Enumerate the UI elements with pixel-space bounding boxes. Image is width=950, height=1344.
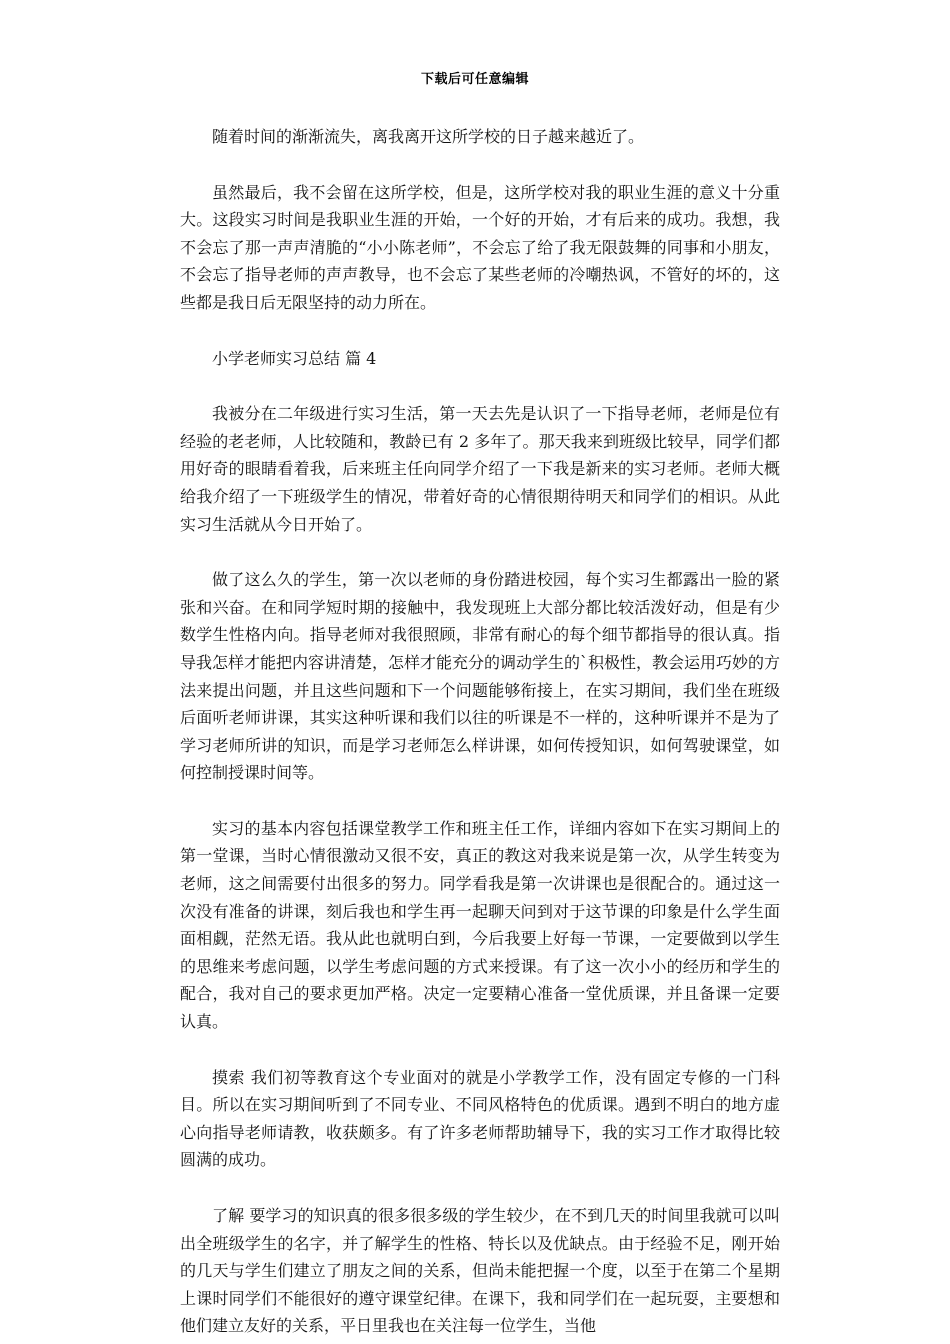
- page-header: 下载后可任意编辑: [420, 72, 529, 87]
- section-heading: 小学老师实习总结 篇 4: [212, 348, 377, 368]
- paragraph: 实习的基本内容包括课堂教学工作和班主任工作，详细内容如下在实习期间上的第一堂课，当时心情很激动又很不安，真正的教这对我来说是第一次，从学生转变为老师，这之间需要付出很多的努力。同学看我是第一次讲课也是很配合的。通过这一次没有准备的讲课，刻后我也和学生再一起聊天问到对于这节课的印象是什么学生面面相觑，茫然无语。我从此也就明白到，今后我要上好每一节课，一定要做到以学生的思维来考虑问题，以学生考虑问题的方式来授课。有了这一次小小的经历和学生的配合，我对自己的要求更加严格。决定一定要精心准备一堂优质课，并且备课一定要认真。: [180, 818, 780, 1032]
- paragraph: 了解 要学习的知识真的很多很多级的学生较少，在不到几天的时间里我就可以叫出全班级学生的名字，并了解学生的性格、特长以及优缺点。由于经验不足，刚开始的几天与学生们建立了朋友之间的关系，但尚未能把握一个度，以至于在第二个星期上课时同学们不能很好的遵守课堂纪律。在课下，我和同学们在一起玩耍，主要想和他们建立友好的关系，平日里我也在关注每一位学生，当他: [180, 1206, 780, 1336]
- paragraph: 虽然最后，我不会留在这所学校，但是，这所学校对我的职业生涯的意义十分重大。这段实习时间是我职业生涯的开始，一个好的开始，才有后来的成功。我想，我不会忘了那一声声清脆的“小小陈老师”，不会忘了给了我无限鼓舞的同事和小朋友，不会忘了指导老师的声声教导，也不会忘了某些老师的冷嘲热讽，不管好的坏的，这些都是我日后无限坚持的动力所在。: [180, 182, 780, 312]
- paragraph: 我被分在二年级进行实习生活，第一天去先是认识了一下指导老师，老师是位有经验的老老师，人比较随和，教龄已有 2 多年了。那天我来到班级比较早，同学们都用好奇的眼睛看着我，后来班主任向同学介绍了一下我是新来的实习老师。老师大概给我介绍了一下班级学生的情况，带着好奇的心情很期待明天和同学们的相识。从此实习生活就从今日开始了。: [180, 404, 780, 534]
- document-body: [180, 123, 780, 1340]
- paragraph: 随着时间的渐渐流失，离我离开这所学校的日子越来越近了。: [212, 127, 645, 146]
- paragraph: 摸索 我们初等教育这个专业面对的就是小学教学工作，没有固定专修的一门科目。所以在实习期间听到了不同专业、不同风格特色的优质课。遇到不明白的地方虚心向指导老师请教，收获颇多。有了许多老师帮助辅导下，我的实习工作才取得比较圆满的成功。: [180, 1067, 780, 1170]
- paragraph: 做了这么久的学生，第一次以老师的身份踏进校园，每个实习生都露出一脸的紧张和兴奋。在和同学短时期的接触中，我发现班上大部分都比较活泼好动，但是有少数学生性格内向。指导老师对我很照顾，非常有耐心的每个细节都指导的很认真。指导我怎样才能把内容讲清楚，怎样才能充分的调动学生的`积极性，教会运用巧妙的方法来提出问题，并且这些问题和下一个问题能够衔接上，在实习期间，我们坐在班级后面听老师讲课，其实这种听课和我们以往的听课是不一样的，这种听课并不是为了学习老师所讲的知识，而是学习老师怎么样讲课，如何传授知识，如何驾驶课堂，如何控制授课时间等。: [180, 570, 781, 783]
